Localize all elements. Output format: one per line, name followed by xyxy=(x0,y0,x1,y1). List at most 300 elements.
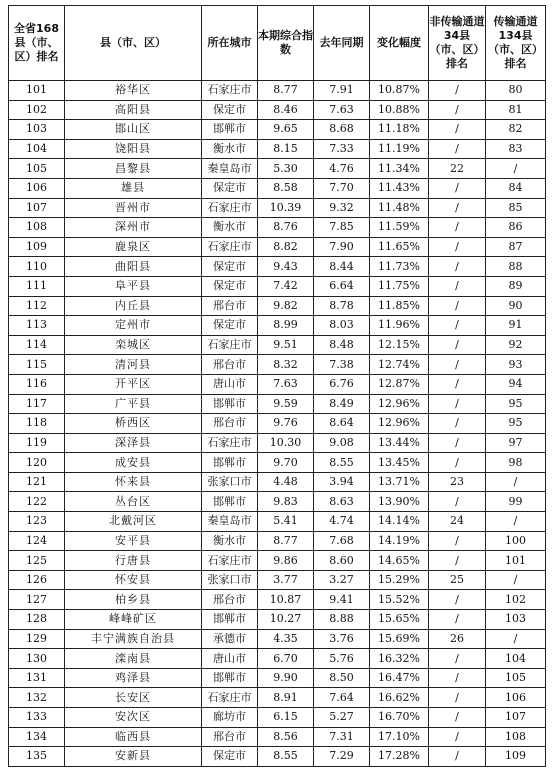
cell-province-rank: 120 xyxy=(9,453,65,473)
cell-current-index: 9.76 xyxy=(258,414,314,434)
cell-non-channel-rank: / xyxy=(429,374,486,394)
cell-channel-rank: 98 xyxy=(486,453,546,473)
cell-change: 14.65% xyxy=(370,551,429,571)
cell-county: 安新县 xyxy=(65,747,202,767)
cell-province-rank: 108 xyxy=(9,218,65,238)
cell-city: 石家庄市 xyxy=(202,335,258,355)
table-row xyxy=(9,218,546,238)
cell-last-year: 8.50 xyxy=(314,668,370,688)
cell-non-channel-rank: / xyxy=(429,668,486,688)
cell-county: 深泽县 xyxy=(65,433,202,453)
cell-last-year: 7.68 xyxy=(314,531,370,551)
cell-city: 石家庄市 xyxy=(202,237,258,257)
cell-current-index: 7.63 xyxy=(258,374,314,394)
cell-county: 鸡泽县 xyxy=(65,668,202,688)
table-row xyxy=(9,335,546,355)
cell-current-index: 3.77 xyxy=(258,570,314,590)
table-row xyxy=(9,139,546,159)
table-row xyxy=(9,472,546,492)
cell-current-index: 9.70 xyxy=(258,453,314,473)
cell-last-year: 8.03 xyxy=(314,316,370,336)
cell-change: 12.96% xyxy=(370,394,429,414)
cell-province-rank: 128 xyxy=(9,610,65,630)
cell-current-index: 5.30 xyxy=(258,159,314,179)
cell-city: 张家口市 xyxy=(202,570,258,590)
cell-change: 14.19% xyxy=(370,531,429,551)
cell-non-channel-rank: / xyxy=(429,257,486,277)
cell-city: 邢台市 xyxy=(202,296,258,316)
cell-county: 丛台区 xyxy=(65,492,202,512)
cell-channel-rank: 95 xyxy=(486,394,546,414)
cell-province-rank: 134 xyxy=(9,727,65,747)
cell-change: 15.69% xyxy=(370,629,429,649)
cell-change: 16.32% xyxy=(370,649,429,669)
cell-county: 饶阳县 xyxy=(65,139,202,159)
cell-last-year: 8.55 xyxy=(314,453,370,473)
table-row xyxy=(9,178,546,198)
table-row xyxy=(9,492,546,512)
cell-last-year: 8.64 xyxy=(314,414,370,434)
cell-county: 定州市 xyxy=(65,316,202,336)
cell-change: 12.96% xyxy=(370,414,429,434)
cell-channel-rank: 97 xyxy=(486,433,546,453)
cell-change: 10.87% xyxy=(370,81,429,101)
cell-county: 怀安县 xyxy=(65,570,202,590)
cell-county: 行唐县 xyxy=(65,551,202,571)
cell-last-year: 9.32 xyxy=(314,198,370,218)
header-province-rank: 全省168县（市、区）排名 xyxy=(9,6,65,81)
cell-province-rank: 135 xyxy=(9,747,65,767)
cell-current-index: 8.58 xyxy=(258,178,314,198)
cell-non-channel-rank: / xyxy=(429,198,486,218)
cell-current-index: 8.77 xyxy=(258,531,314,551)
cell-last-year: 5.76 xyxy=(314,649,370,669)
cell-county: 晋州市 xyxy=(65,198,202,218)
cell-change: 12.15% xyxy=(370,335,429,355)
header-change: 变化幅度 xyxy=(370,6,429,81)
cell-last-year: 4.74 xyxy=(314,512,370,532)
table-row xyxy=(9,100,546,120)
cell-channel-rank: 93 xyxy=(486,355,546,375)
cell-last-year: 9.41 xyxy=(314,590,370,610)
cell-non-channel-rank: / xyxy=(429,551,486,571)
cell-current-index: 6.15 xyxy=(258,708,314,728)
cell-channel-rank: / xyxy=(486,159,546,179)
cell-county: 安平县 xyxy=(65,531,202,551)
cell-non-channel-rank: 24 xyxy=(429,512,486,532)
cell-current-index: 7.42 xyxy=(258,276,314,296)
cell-change: 11.48% xyxy=(370,198,429,218)
cell-province-rank: 113 xyxy=(9,316,65,336)
cell-last-year: 8.68 xyxy=(314,120,370,140)
cell-last-year: 8.60 xyxy=(314,551,370,571)
cell-non-channel-rank: / xyxy=(429,316,486,336)
cell-non-channel-rank: / xyxy=(429,433,486,453)
cell-channel-rank: / xyxy=(486,629,546,649)
cell-non-channel-rank: / xyxy=(429,100,486,120)
cell-current-index: 8.77 xyxy=(258,81,314,101)
cell-province-rank: 122 xyxy=(9,492,65,512)
table-row xyxy=(9,649,546,669)
cell-city: 邢台市 xyxy=(202,414,258,434)
cell-last-year: 7.29 xyxy=(314,747,370,767)
cell-non-channel-rank: / xyxy=(429,688,486,708)
cell-county: 阜平县 xyxy=(65,276,202,296)
cell-change: 17.10% xyxy=(370,727,429,747)
cell-change: 16.70% xyxy=(370,708,429,728)
ranking-table-container xyxy=(8,5,546,767)
cell-province-rank: 105 xyxy=(9,159,65,179)
cell-current-index: 9.86 xyxy=(258,551,314,571)
cell-non-channel-rank: / xyxy=(429,414,486,434)
cell-city: 石家庄市 xyxy=(202,198,258,218)
cell-current-index: 9.51 xyxy=(258,335,314,355)
table-row xyxy=(9,629,546,649)
cell-province-rank: 126 xyxy=(9,570,65,590)
cell-last-year: 7.91 xyxy=(314,81,370,101)
cell-current-index: 8.82 xyxy=(258,237,314,257)
cell-channel-rank: 90 xyxy=(486,296,546,316)
cell-change: 15.52% xyxy=(370,590,429,610)
cell-change: 11.18% xyxy=(370,120,429,140)
table-row xyxy=(9,688,546,708)
cell-change: 14.14% xyxy=(370,512,429,532)
cell-county: 临西县 xyxy=(65,727,202,747)
cell-province-rank: 107 xyxy=(9,198,65,218)
cell-city: 衡水市 xyxy=(202,531,258,551)
cell-last-year: 6.76 xyxy=(314,374,370,394)
cell-current-index: 8.46 xyxy=(258,100,314,120)
cell-non-channel-rank: / xyxy=(429,394,486,414)
cell-province-rank: 102 xyxy=(9,100,65,120)
cell-current-index: 6.70 xyxy=(258,649,314,669)
cell-current-index: 8.55 xyxy=(258,747,314,767)
cell-province-rank: 104 xyxy=(9,139,65,159)
cell-non-channel-rank: 25 xyxy=(429,570,486,590)
cell-change: 13.45% xyxy=(370,453,429,473)
cell-current-index: 8.91 xyxy=(258,688,314,708)
cell-change: 15.65% xyxy=(370,610,429,630)
cell-province-rank: 121 xyxy=(9,472,65,492)
cell-last-year: 4.76 xyxy=(314,159,370,179)
cell-current-index: 9.83 xyxy=(258,492,314,512)
cell-channel-rank: 87 xyxy=(486,237,546,257)
cell-city: 邯郸市 xyxy=(202,394,258,414)
cell-current-index: 8.15 xyxy=(258,139,314,159)
cell-channel-rank: 94 xyxy=(486,374,546,394)
cell-province-rank: 115 xyxy=(9,355,65,375)
cell-last-year: 3.27 xyxy=(314,570,370,590)
cell-city: 保定市 xyxy=(202,178,258,198)
cell-change: 16.47% xyxy=(370,668,429,688)
cell-county: 栾城区 xyxy=(65,335,202,355)
cell-channel-rank: 92 xyxy=(486,335,546,355)
cell-current-index: 10.30 xyxy=(258,433,314,453)
ranking-table xyxy=(8,5,546,767)
table-row xyxy=(9,81,546,101)
cell-last-year: 8.88 xyxy=(314,610,370,630)
cell-non-channel-rank: 23 xyxy=(429,472,486,492)
cell-city: 秦皇岛市 xyxy=(202,159,258,179)
table-row xyxy=(9,276,546,296)
cell-city: 邯郸市 xyxy=(202,610,258,630)
cell-channel-rank: 99 xyxy=(486,492,546,512)
cell-last-year: 3.94 xyxy=(314,472,370,492)
cell-last-year: 7.70 xyxy=(314,178,370,198)
cell-channel-rank: / xyxy=(486,570,546,590)
cell-last-year: 8.44 xyxy=(314,257,370,277)
cell-city: 石家庄市 xyxy=(202,433,258,453)
cell-province-rank: 114 xyxy=(9,335,65,355)
cell-non-channel-rank: / xyxy=(429,218,486,238)
cell-current-index: 10.87 xyxy=(258,590,314,610)
table-row xyxy=(9,727,546,747)
cell-province-rank: 119 xyxy=(9,433,65,453)
cell-county: 桥西区 xyxy=(65,414,202,434)
cell-city: 保定市 xyxy=(202,100,258,120)
cell-channel-rank: 95 xyxy=(486,414,546,434)
cell-city: 承德市 xyxy=(202,629,258,649)
cell-province-rank: 129 xyxy=(9,629,65,649)
cell-province-rank: 110 xyxy=(9,257,65,277)
header-city: 所在城市 xyxy=(202,6,258,81)
cell-change: 10.88% xyxy=(370,100,429,120)
cell-last-year: 7.31 xyxy=(314,727,370,747)
cell-last-year: 6.64 xyxy=(314,276,370,296)
cell-current-index: 10.27 xyxy=(258,610,314,630)
table-row xyxy=(9,610,546,630)
cell-non-channel-rank: / xyxy=(429,81,486,101)
cell-county: 高阳县 xyxy=(65,100,202,120)
table-row xyxy=(9,453,546,473)
cell-last-year: 8.48 xyxy=(314,335,370,355)
cell-city: 秦皇岛市 xyxy=(202,512,258,532)
cell-province-rank: 109 xyxy=(9,237,65,257)
cell-channel-rank: 85 xyxy=(486,198,546,218)
cell-city: 邯郸市 xyxy=(202,492,258,512)
table-row xyxy=(9,747,546,767)
cell-current-index: 5.41 xyxy=(258,512,314,532)
cell-channel-rank: 102 xyxy=(486,590,546,610)
cell-province-rank: 131 xyxy=(9,668,65,688)
header-county: 县（市、区） xyxy=(65,6,202,81)
table-body xyxy=(9,81,546,767)
cell-last-year: 7.90 xyxy=(314,237,370,257)
cell-change: 12.87% xyxy=(370,374,429,394)
cell-city: 邯郸市 xyxy=(202,453,258,473)
cell-change: 11.96% xyxy=(370,316,429,336)
cell-channel-rank: 108 xyxy=(486,727,546,747)
header-non-channel-rank: 非传输通道34县（市、区）排名 xyxy=(429,6,486,81)
cell-current-index: 9.90 xyxy=(258,668,314,688)
cell-county: 怀来县 xyxy=(65,472,202,492)
cell-city: 邯郸市 xyxy=(202,120,258,140)
cell-change: 11.43% xyxy=(370,178,429,198)
cell-last-year: 7.38 xyxy=(314,355,370,375)
cell-city: 廊坊市 xyxy=(202,708,258,728)
cell-province-rank: 112 xyxy=(9,296,65,316)
cell-non-channel-rank: / xyxy=(429,355,486,375)
cell-current-index: 9.43 xyxy=(258,257,314,277)
cell-channel-rank: 82 xyxy=(486,120,546,140)
cell-non-channel-rank: / xyxy=(429,531,486,551)
cell-city: 石家庄市 xyxy=(202,81,258,101)
table-row xyxy=(9,512,546,532)
cell-county: 滦南县 xyxy=(65,649,202,669)
cell-city: 石家庄市 xyxy=(202,551,258,571)
cell-county: 雄县 xyxy=(65,178,202,198)
cell-channel-rank: 109 xyxy=(486,747,546,767)
table-row xyxy=(9,590,546,610)
cell-county: 开平区 xyxy=(65,374,202,394)
cell-city: 石家庄市 xyxy=(202,688,258,708)
cell-channel-rank: 106 xyxy=(486,688,546,708)
cell-last-year: 9.08 xyxy=(314,433,370,453)
table-row xyxy=(9,355,546,375)
table-row xyxy=(9,551,546,571)
table-row xyxy=(9,708,546,728)
cell-change: 13.71% xyxy=(370,472,429,492)
cell-current-index: 8.76 xyxy=(258,218,314,238)
cell-non-channel-rank: / xyxy=(429,492,486,512)
cell-province-rank: 118 xyxy=(9,414,65,434)
cell-channel-rank: 81 xyxy=(486,100,546,120)
cell-last-year: 5.27 xyxy=(314,708,370,728)
cell-non-channel-rank: / xyxy=(429,708,486,728)
cell-change: 11.59% xyxy=(370,218,429,238)
cell-province-rank: 132 xyxy=(9,688,65,708)
cell-county: 丰宁满族自治县 xyxy=(65,629,202,649)
cell-last-year: 7.85 xyxy=(314,218,370,238)
cell-city: 衡水市 xyxy=(202,139,258,159)
cell-county: 裕华区 xyxy=(65,81,202,101)
table-row xyxy=(9,433,546,453)
cell-province-rank: 133 xyxy=(9,708,65,728)
cell-province-rank: 116 xyxy=(9,374,65,394)
cell-city: 邢台市 xyxy=(202,727,258,747)
table-row xyxy=(9,316,546,336)
cell-change: 13.44% xyxy=(370,433,429,453)
cell-channel-rank: 100 xyxy=(486,531,546,551)
cell-city: 保定市 xyxy=(202,316,258,336)
cell-city: 保定市 xyxy=(202,276,258,296)
cell-non-channel-rank: / xyxy=(429,747,486,767)
header-channel-rank: 传输通道134县（市、区）排名 xyxy=(486,6,546,81)
cell-county: 峰峰矿区 xyxy=(65,610,202,630)
cell-county: 深州市 xyxy=(65,218,202,238)
cell-channel-rank: 84 xyxy=(486,178,546,198)
cell-channel-rank: 91 xyxy=(486,316,546,336)
cell-non-channel-rank: / xyxy=(429,178,486,198)
cell-county: 广平县 xyxy=(65,394,202,414)
cell-current-index: 9.59 xyxy=(258,394,314,414)
cell-province-rank: 117 xyxy=(9,394,65,414)
cell-city: 衡水市 xyxy=(202,218,258,238)
table-row xyxy=(9,570,546,590)
cell-province-rank: 124 xyxy=(9,531,65,551)
header-current-index: 本期综合指数 xyxy=(258,6,314,81)
cell-province-rank: 127 xyxy=(9,590,65,610)
cell-province-rank: 103 xyxy=(9,120,65,140)
cell-last-year: 8.63 xyxy=(314,492,370,512)
cell-county: 成安县 xyxy=(65,453,202,473)
table-row xyxy=(9,374,546,394)
cell-change: 17.28% xyxy=(370,747,429,767)
cell-change: 11.73% xyxy=(370,257,429,277)
cell-current-index: 8.32 xyxy=(258,355,314,375)
cell-province-rank: 123 xyxy=(9,512,65,532)
cell-non-channel-rank: 26 xyxy=(429,629,486,649)
table-row xyxy=(9,198,546,218)
cell-non-channel-rank: / xyxy=(429,453,486,473)
cell-current-index: 8.56 xyxy=(258,727,314,747)
cell-province-rank: 111 xyxy=(9,276,65,296)
cell-current-index: 10.39 xyxy=(258,198,314,218)
cell-non-channel-rank: / xyxy=(429,139,486,159)
cell-change: 11.85% xyxy=(370,296,429,316)
cell-non-channel-rank: / xyxy=(429,237,486,257)
cell-non-channel-rank: / xyxy=(429,296,486,316)
cell-county: 内丘县 xyxy=(65,296,202,316)
cell-non-channel-rank: / xyxy=(429,120,486,140)
cell-channel-rank: 89 xyxy=(486,276,546,296)
cell-change: 11.19% xyxy=(370,139,429,159)
table-row xyxy=(9,257,546,277)
cell-city: 唐山市 xyxy=(202,649,258,669)
cell-province-rank: 130 xyxy=(9,649,65,669)
cell-county: 安次区 xyxy=(65,708,202,728)
table-row xyxy=(9,296,546,316)
cell-non-channel-rank: 22 xyxy=(429,159,486,179)
table-header-row xyxy=(9,6,546,81)
cell-county: 鹿泉区 xyxy=(65,237,202,257)
cell-last-year: 8.49 xyxy=(314,394,370,414)
cell-county: 昌黎县 xyxy=(65,159,202,179)
cell-channel-rank: 86 xyxy=(486,218,546,238)
cell-province-rank: 106 xyxy=(9,178,65,198)
cell-non-channel-rank: / xyxy=(429,727,486,747)
cell-channel-rank: 105 xyxy=(486,668,546,688)
cell-change: 11.75% xyxy=(370,276,429,296)
cell-county: 北戴河区 xyxy=(65,512,202,532)
cell-county: 曲阳县 xyxy=(65,257,202,277)
cell-current-index: 9.82 xyxy=(258,296,314,316)
cell-county: 清河县 xyxy=(65,355,202,375)
cell-channel-rank: 101 xyxy=(486,551,546,571)
cell-city: 唐山市 xyxy=(202,374,258,394)
cell-city: 邢台市 xyxy=(202,355,258,375)
cell-current-index: 4.48 xyxy=(258,472,314,492)
cell-current-index: 9.65 xyxy=(258,120,314,140)
cell-change: 11.65% xyxy=(370,237,429,257)
table-row xyxy=(9,120,546,140)
cell-non-channel-rank: / xyxy=(429,335,486,355)
cell-channel-rank: 83 xyxy=(486,139,546,159)
cell-city: 邢台市 xyxy=(202,590,258,610)
cell-province-rank: 101 xyxy=(9,81,65,101)
cell-county: 邯山区 xyxy=(65,120,202,140)
cell-last-year: 7.64 xyxy=(314,688,370,708)
cell-last-year: 7.33 xyxy=(314,139,370,159)
cell-change: 12.74% xyxy=(370,355,429,375)
cell-channel-rank: / xyxy=(486,512,546,532)
cell-city: 张家口市 xyxy=(202,472,258,492)
header-last-year: 去年同期 xyxy=(314,6,370,81)
cell-last-year: 8.78 xyxy=(314,296,370,316)
cell-city: 保定市 xyxy=(202,747,258,767)
cell-city: 保定市 xyxy=(202,257,258,277)
cell-channel-rank: 103 xyxy=(486,610,546,630)
